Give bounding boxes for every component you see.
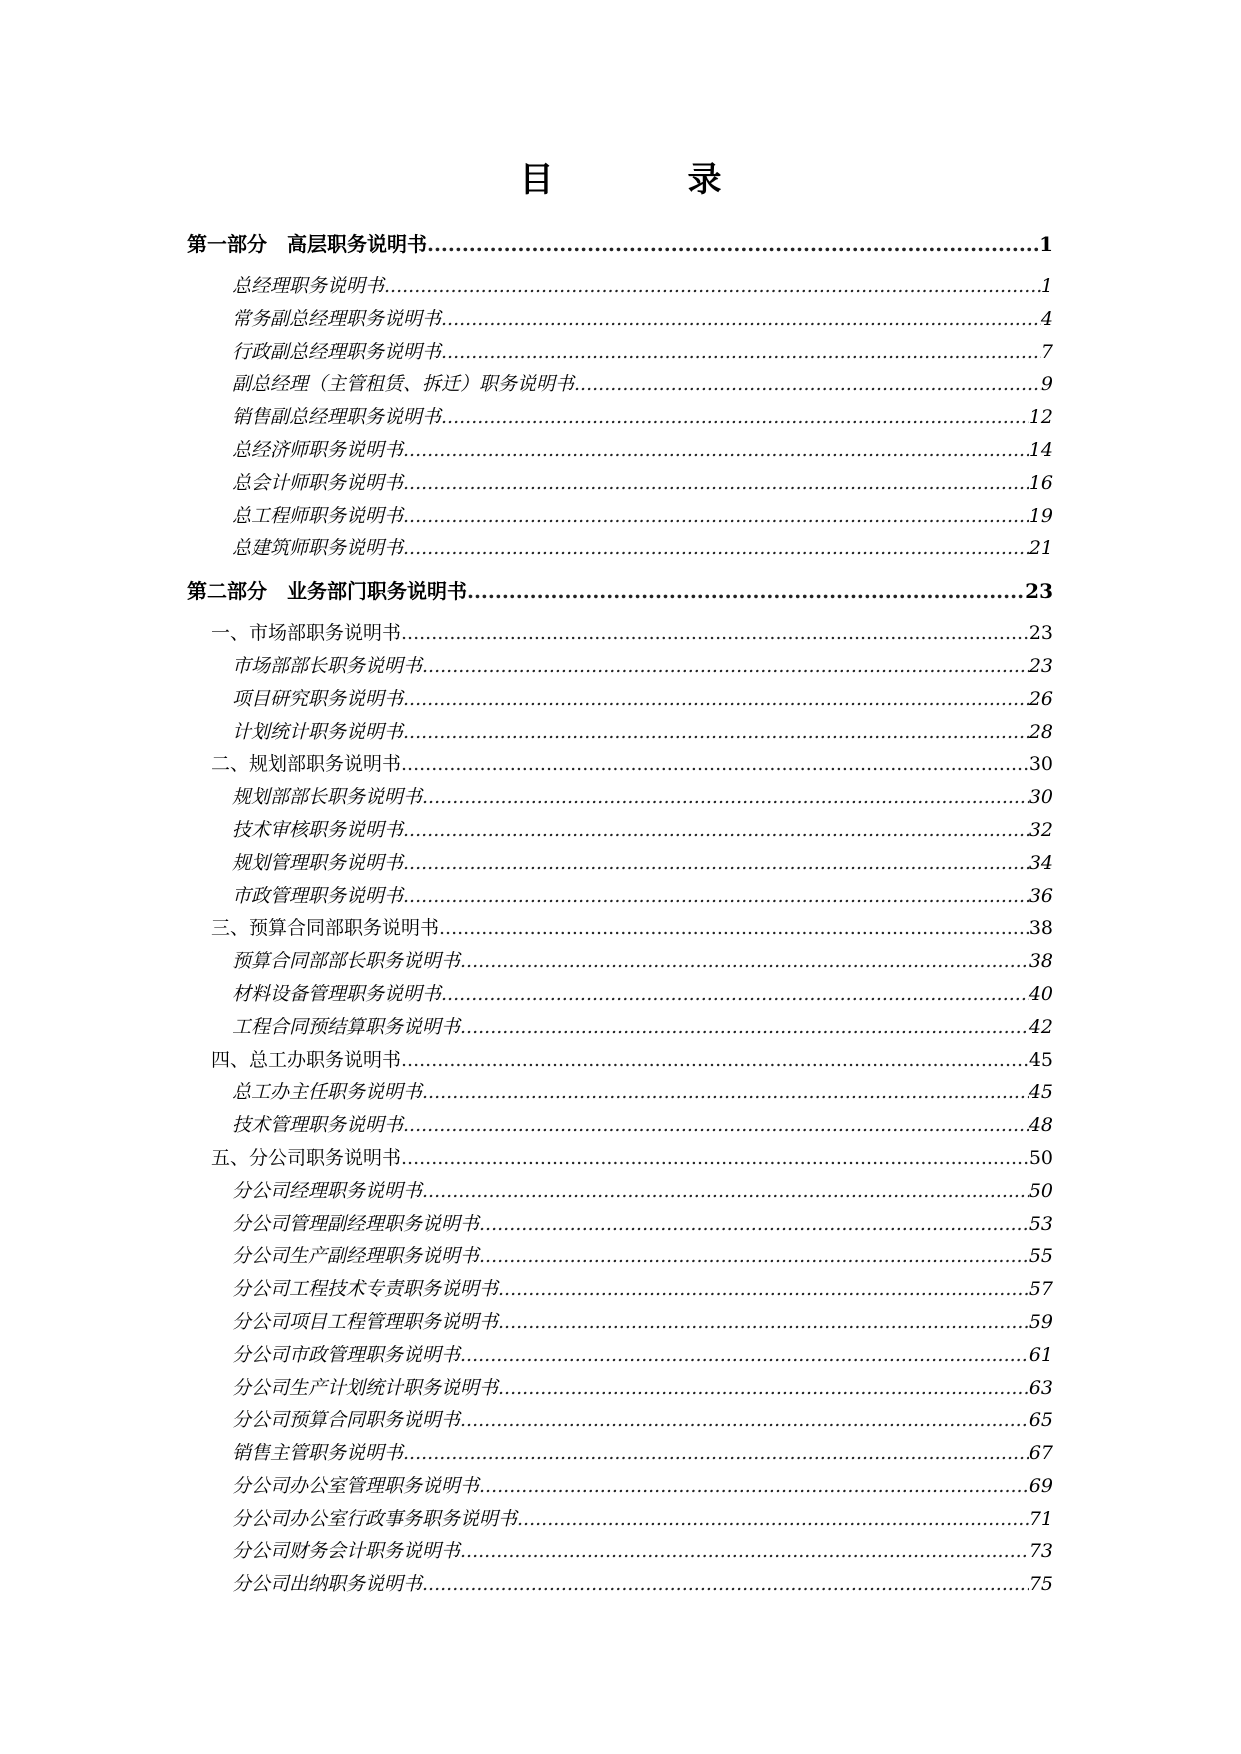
toc-page-number: 16 (1028, 471, 1053, 494)
toc-entry-title: 技术审核职务说明书 (232, 818, 404, 841)
toc-page-number: 9 (1040, 373, 1053, 396)
toc-page-number: 73 (1028, 1540, 1053, 1563)
toc-dot-leader (403, 500, 1029, 533)
toc-dot-leader (422, 1568, 1029, 1601)
toc-entry-title: 二、规划部职务说明书 (211, 753, 402, 776)
toc-dot-leader (439, 912, 1029, 945)
toc-item-entry[interactable] (187, 814, 1053, 847)
toc-dot-leader (460, 945, 1029, 978)
toc-dot-leader (517, 1503, 1029, 1536)
toc-item-entry[interactable] (187, 716, 1053, 749)
toc-item-entry[interactable] (187, 1273, 1053, 1306)
toc-entry-title: 总经理职务说明书 (232, 275, 385, 297)
toc-entry-title: 副总经理（主管租赁、拆迁）职务说明书 (232, 373, 575, 396)
toc-dot-leader (422, 781, 1029, 814)
toc-entry-title: 行政副总经理职务说明书 (232, 340, 442, 363)
toc-dot-leader (401, 617, 1029, 650)
toc-entry-title: 四、总工办职务说明书 (211, 1048, 402, 1071)
toc-dot-leader (460, 1339, 1029, 1372)
toc-entry-title: 计划统计职务说明书 (232, 720, 404, 743)
toc-item-entry[interactable] (187, 1208, 1053, 1241)
toc-dot-leader (467, 575, 1025, 607)
toc-entry-title: 五、分公司职务说明书 (211, 1146, 402, 1169)
toc-page-number: 28 (1028, 720, 1053, 743)
toc-item-entry[interactable] (187, 1109, 1053, 1142)
toc-item-entry[interactable] (187, 1470, 1053, 1503)
toc-entry-title: 一、市场部职务说明书 (211, 622, 402, 645)
toc-entry-title: 市场部部长职务说明书 (232, 654, 423, 677)
toc-page-number: 26 (1028, 687, 1053, 710)
toc-dot-leader (422, 1175, 1029, 1208)
toc-page-number: 42 (1028, 1015, 1053, 1038)
toc-item-entry[interactable] (187, 500, 1053, 533)
toc-dot-leader (403, 880, 1029, 913)
toc-item-entry[interactable] (187, 336, 1053, 369)
toc-page-number: 75 (1028, 1573, 1053, 1596)
toc-item-entry[interactable] (187, 847, 1053, 880)
toc-page-number: 19 (1028, 504, 1053, 527)
toc-page-number: 30 (1028, 786, 1053, 809)
toc-part-entry[interactable] (187, 228, 1053, 260)
toc-page-number: 23 (1025, 579, 1053, 604)
toc-dot-leader (403, 814, 1029, 847)
toc-page-number: 57 (1028, 1278, 1053, 1301)
toc-item-entry[interactable] (187, 1339, 1053, 1372)
toc-item-entry[interactable] (187, 650, 1053, 683)
toc-page-number: 71 (1028, 1507, 1053, 1530)
toc-page-number: 30 (1028, 753, 1053, 776)
table-of-contents (187, 228, 1053, 1601)
toc-item-entry[interactable] (187, 978, 1053, 1011)
toc-dot-leader (403, 1437, 1029, 1470)
toc-page-number: 59 (1028, 1310, 1053, 1333)
toc-dot-leader (479, 1208, 1029, 1241)
toc-dot-leader (441, 978, 1029, 1011)
toc-entry-title: 工程合同预结算职务说明书 (232, 1015, 461, 1038)
toc-entry-title: 项目研究职务说明书 (232, 687, 404, 710)
toc-dot-leader (460, 1535, 1029, 1568)
toc-entry-title: 第二部分 业务部门职务说明书 (187, 579, 467, 604)
toc-dot-leader (460, 1011, 1029, 1044)
toc-page-number: 45 (1028, 1048, 1053, 1071)
toc-dot-leader (403, 847, 1029, 880)
toc-item-entry[interactable] (187, 434, 1053, 467)
toc-item-entry[interactable] (187, 781, 1053, 814)
toc-entry-title: 分公司办公室行政事务职务说明书 (232, 1507, 518, 1530)
toc-item-entry[interactable] (187, 1240, 1053, 1273)
toc-page-number: 14 (1028, 438, 1053, 461)
toc-dot-leader (403, 1109, 1029, 1142)
toc-item-entry[interactable] (187, 270, 1053, 303)
toc-entry-title: 分公司经理职务说明书 (232, 1179, 423, 1202)
toc-entry-title: 市政管理职务说明书 (232, 884, 404, 907)
toc-page-number: 69 (1028, 1474, 1053, 1497)
toc-page-number: 38 (1028, 950, 1053, 973)
toc-page-number: 38 (1028, 917, 1053, 940)
toc-entry-title: 预算合同部部长职务说明书 (232, 950, 461, 973)
toc-entry-title: 技术管理职务说明书 (232, 1114, 404, 1137)
toc-dot-leader (384, 270, 1041, 303)
toc-page-number: 23 (1028, 622, 1053, 645)
toc-item-entry[interactable] (187, 1404, 1053, 1437)
toc-entry-title: 分公司预算合同职务说明书 (232, 1409, 461, 1432)
toc-page-number: 21 (1028, 537, 1053, 560)
toc-entry-title: 分公司生产副经理职务说明书 (232, 1245, 480, 1268)
toc-entry-title: 第一部分 高层职务说明书 (187, 232, 427, 256)
toc-dot-leader (422, 1076, 1029, 1109)
toc-item-entry[interactable] (187, 303, 1053, 336)
toc-dot-leader (427, 228, 1039, 260)
toc-page-number: 36 (1028, 884, 1053, 907)
toc-dot-leader (401, 1044, 1029, 1077)
toc-item-entry[interactable] (187, 1306, 1053, 1339)
toc-section-entry[interactable] (187, 617, 1053, 650)
toc-item-entry[interactable] (187, 1568, 1053, 1601)
toc-page-number: 50 (1028, 1146, 1053, 1169)
toc-entry-title: 分公司工程技术专责职务说明书 (232, 1278, 499, 1301)
toc-page-number: 61 (1028, 1343, 1053, 1366)
toc-page-number: 40 (1028, 982, 1053, 1005)
toc-page-number: 7 (1040, 340, 1053, 363)
page-title: 目 录 (519, 160, 772, 200)
toc-page-number: 1 (1040, 275, 1053, 297)
toc-dot-leader (479, 1470, 1029, 1503)
toc-entry-title: 总经济师职务说明书 (232, 438, 404, 461)
toc-item-entry[interactable] (187, 683, 1053, 716)
toc-entry-title: 总会计师职务说明书 (232, 471, 404, 494)
toc-page-number: 50 (1028, 1179, 1053, 1202)
toc-dot-leader (401, 748, 1029, 781)
toc-entry-title: 总工程师职务说明书 (232, 504, 404, 527)
toc-section-entry[interactable] (187, 748, 1053, 781)
toc-page-number: 32 (1028, 818, 1053, 841)
toc-dot-leader (498, 1372, 1029, 1405)
toc-page-number: 4 (1040, 307, 1053, 330)
toc-item-entry[interactable] (187, 1437, 1053, 1470)
toc-entry-title: 分公司办公室管理职务说明书 (232, 1474, 480, 1497)
toc-dot-leader (441, 336, 1041, 369)
toc-dot-leader (498, 1273, 1029, 1306)
toc-entry-title: 常务副总经理职务说明书 (232, 307, 442, 330)
toc-dot-leader (422, 650, 1029, 683)
toc-page-number: 63 (1028, 1376, 1053, 1399)
toc-item-entry[interactable] (187, 401, 1053, 434)
toc-dot-leader (403, 532, 1029, 565)
toc-entry-title: 分公司项目工程管理职务说明书 (232, 1310, 499, 1333)
toc-item-entry[interactable] (187, 532, 1053, 565)
toc-dot-leader (441, 303, 1041, 336)
toc-entry-title: 分公司市政管理职务说明书 (232, 1343, 461, 1366)
toc-entry-title: 分公司出纳职务说明书 (232, 1573, 423, 1596)
toc-entry-title: 销售主管职务说明书 (232, 1442, 404, 1465)
toc-page-number: 1 (1039, 232, 1053, 256)
toc-dot-leader (403, 683, 1029, 716)
toc-item-entry[interactable] (187, 1535, 1053, 1568)
toc-section-entry[interactable] (187, 912, 1053, 945)
toc-page-number: 65 (1028, 1409, 1053, 1432)
toc-dot-leader (460, 1404, 1029, 1437)
toc-page-number: 53 (1028, 1212, 1053, 1235)
toc-section-entry[interactable] (187, 1142, 1053, 1175)
toc-dot-leader (403, 716, 1029, 749)
toc-dot-leader (403, 434, 1029, 467)
toc-entry-title: 分公司生产计划统计职务说明书 (232, 1376, 499, 1399)
toc-item-entry[interactable] (187, 467, 1053, 500)
toc-entry-title: 规划部部长职务说明书 (232, 786, 423, 809)
toc-entry-title: 销售副总经理职务说明书 (232, 406, 442, 429)
toc-page-number: 67 (1028, 1442, 1053, 1465)
toc-dot-leader (574, 368, 1041, 401)
toc-entry-title: 总建筑师职务说明书 (232, 537, 404, 560)
toc-entry-title: 规划管理职务说明书 (232, 851, 404, 874)
toc-dot-leader (403, 467, 1029, 500)
toc-dot-leader (401, 1142, 1029, 1175)
toc-entry-title: 分公司财务会计职务说明书 (232, 1540, 461, 1563)
toc-page-number: 48 (1028, 1114, 1053, 1137)
toc-page-number: 23 (1028, 654, 1053, 677)
toc-entry-title: 材料设备管理职务说明书 (232, 982, 442, 1005)
toc-item-entry[interactable] (187, 368, 1053, 401)
toc-item-entry[interactable] (187, 1175, 1053, 1208)
toc-section-entry[interactable] (187, 1044, 1053, 1077)
toc-item-entry[interactable] (187, 880, 1053, 913)
toc-item-entry[interactable] (187, 945, 1053, 978)
toc-dot-leader (498, 1306, 1029, 1339)
toc-item-entry[interactable] (187, 1076, 1053, 1109)
toc-item-entry[interactable] (187, 1372, 1053, 1405)
toc-dot-leader (441, 401, 1029, 434)
toc-dot-leader (479, 1240, 1029, 1273)
toc-entry-title: 分公司管理副经理职务说明书 (232, 1212, 480, 1235)
toc-entry-title: 总工办主任职务说明书 (232, 1081, 423, 1104)
toc-page-number: 12 (1028, 406, 1053, 429)
toc-part-entry[interactable] (187, 575, 1053, 607)
toc-page-number: 45 (1028, 1081, 1053, 1104)
toc-item-entry[interactable] (187, 1503, 1053, 1536)
toc-page-number: 55 (1028, 1245, 1053, 1268)
toc-page-number: 34 (1028, 851, 1053, 874)
toc-item-entry[interactable] (187, 1011, 1053, 1044)
toc-entry-title: 三、预算合同部职务说明书 (211, 917, 440, 940)
